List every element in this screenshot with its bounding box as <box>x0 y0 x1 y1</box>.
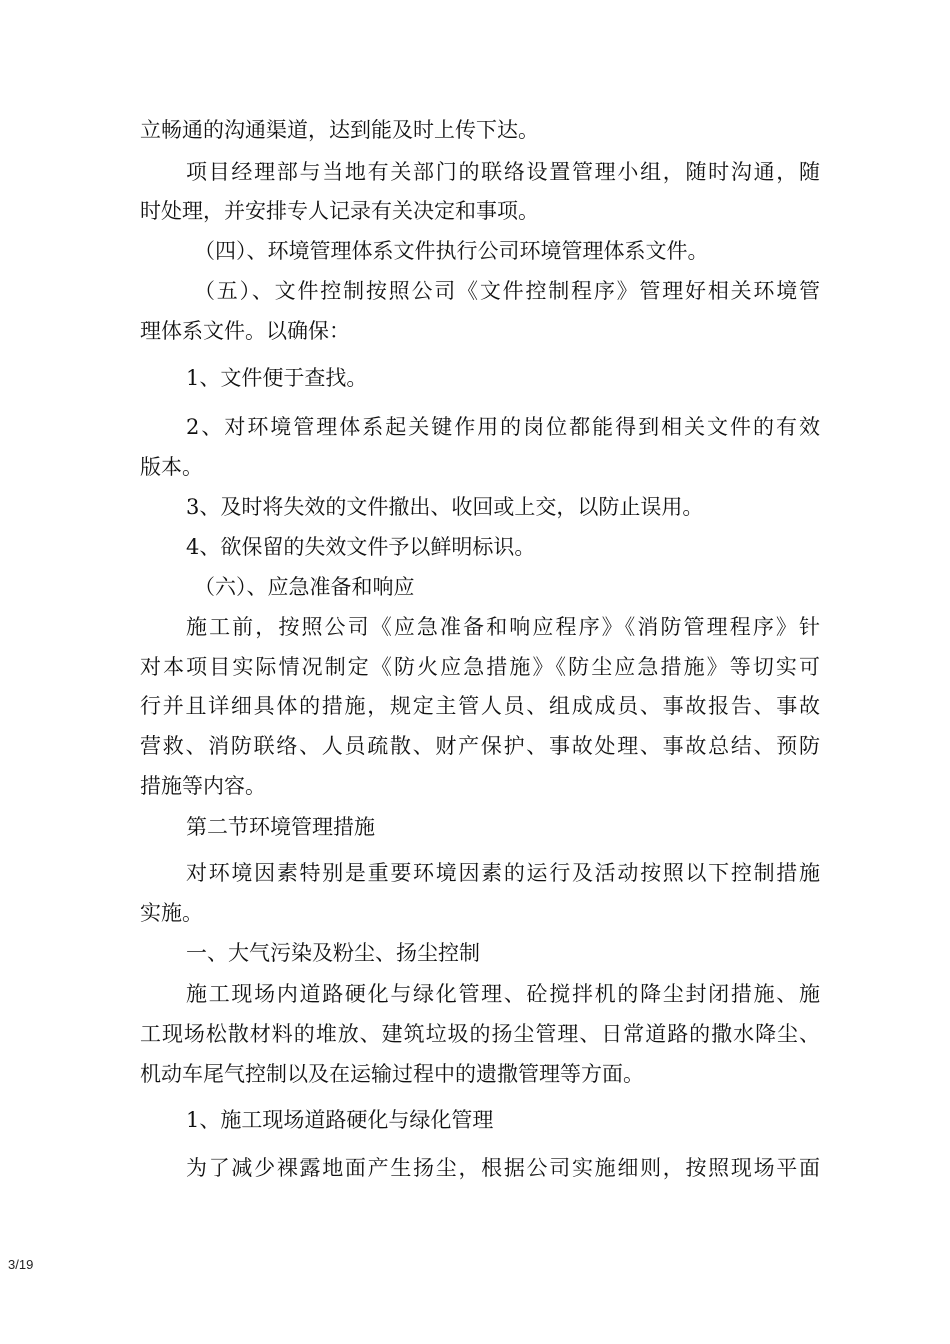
list-item: 1、文件便于查找。 <box>186 366 368 390</box>
section-heading: 第二节环境管理措施 <box>186 815 375 839</box>
section-heading: （四）、环境管理体系文件执行公司环境管理体系文件。 <box>194 239 709 263</box>
text-line: 理体系文件。以确保： <box>140 319 350 343</box>
text-line: 对本项目实际情况制定《防火应急措施》《防尘应急措施》等切实可 <box>140 655 820 679</box>
text-line: 版本。 <box>140 455 203 479</box>
page-number: 3/19 <box>8 1257 34 1272</box>
text-line: 立畅通的沟通渠道，达到能及时上传下达。 <box>140 118 539 142</box>
list-item: 3、及时将失效的文件撤出、收回或上交，以防止误用。 <box>186 495 704 519</box>
text-line: 对环境因素特别是重要环境因素的运行及活动按照以下控制措施 <box>186 861 820 885</box>
section-heading: （五）、文件控制按照公司《文件控制程序》管理好相关环境管 <box>194 279 820 303</box>
text-line: 行并且详细具体的措施，规定主管人员、组成成员、事故报告、事故 <box>140 694 820 718</box>
text-line: 施工现场内道路硬化与绿化管理、砼搅拌机的降尘封闭措施、施 <box>186 982 820 1006</box>
list-item: 4、欲保留的失效文件予以鲜明标识。 <box>186 535 536 559</box>
text-line: 工现场松散材料的堆放、建筑垃圾的扬尘管理、日常道路的撒水降尘、 <box>140 1022 820 1046</box>
text-line: 施工前，按照公司《应急准备和响应程序》《消防管理程序》针 <box>186 615 820 639</box>
text-line: 为了减少裸露地面产生扬尘，根据公司实施细则，按照现场平面 <box>186 1156 820 1180</box>
text-line: 时处理，并安排专人记录有关决定和事项。 <box>140 199 539 223</box>
section-heading: （六）、应急准备和响应 <box>194 575 415 599</box>
list-item: 2、对环境管理体系起关键作用的岗位都能得到相关文件的有效 <box>186 415 820 439</box>
text-line: 机动车尾气控制以及在运输过程中的遗撒管理等方面。 <box>140 1062 644 1086</box>
list-item: 1、施工现场道路硬化与绿化管理 <box>186 1108 494 1132</box>
text-line: 项目经理部与当地有关部门的联络设置管理小组，随时沟通，随 <box>186 160 820 184</box>
text-line: 措施等内容。 <box>140 774 266 798</box>
text-line: 实施。 <box>140 901 203 925</box>
text-line: 营救、消防联络、人员疏散、财产保护、事故处理、事故总结、预防 <box>140 734 820 758</box>
section-heading: 一、大气污染及粉尘、扬尘控制 <box>186 941 480 965</box>
